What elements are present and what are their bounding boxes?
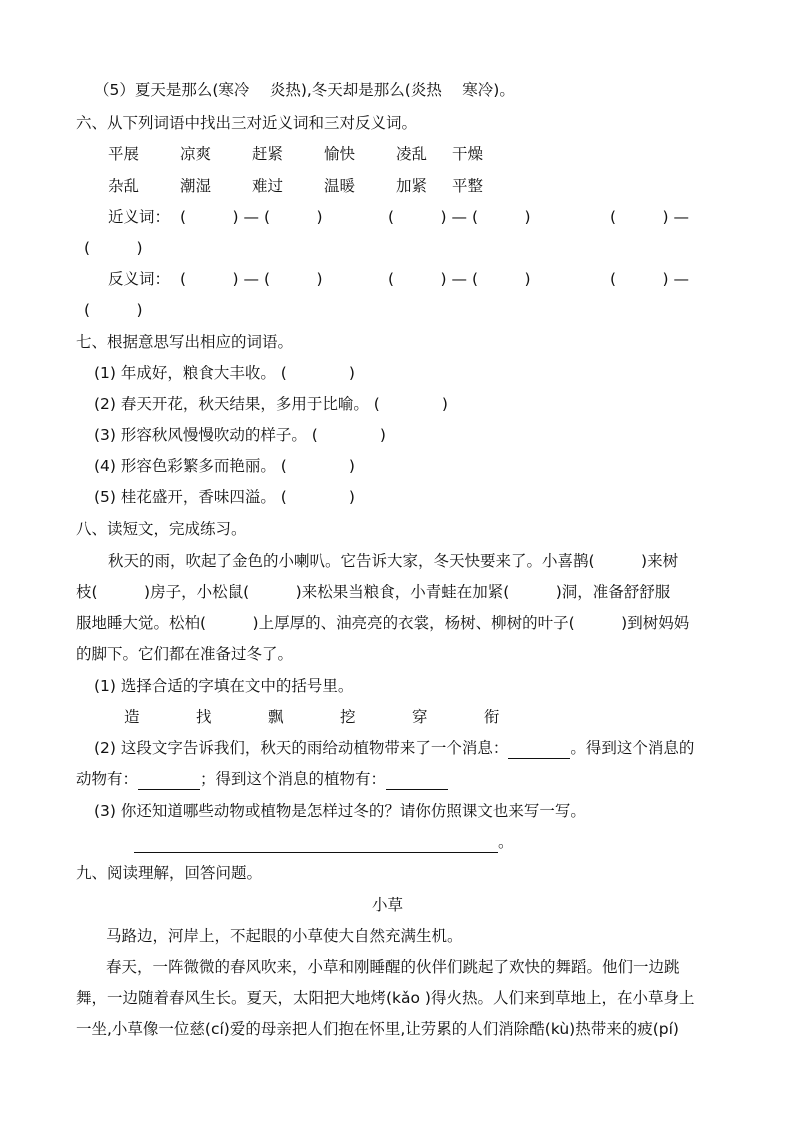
antonym-label: 反义词： bbox=[108, 270, 171, 288]
char-option: 衔 bbox=[484, 708, 500, 726]
passage-line-3: 服地睡大觉。松柏( )上厚厚的、油亮亮的衣裳，杨树、柳树的叶子( )到树妈妈 bbox=[76, 614, 690, 632]
sec7-item-2: (2) 春天开花，秋天结果，多用于比喻。 ( ) bbox=[94, 395, 448, 413]
answer-blank[interactable] bbox=[508, 738, 570, 759]
synonym-label: 近义词： bbox=[108, 208, 171, 226]
word: 加紧 bbox=[396, 177, 428, 195]
animals-blank[interactable] bbox=[138, 769, 200, 790]
synonym-pair-2[interactable]: ( ) — ( ) bbox=[388, 208, 531, 226]
word: 杂乱 bbox=[108, 177, 140, 195]
passage-line-2: 枝( )房子，小松鼠( )来松果当粮食，小青蛙在加紧( )洞，准备舒舒服 bbox=[76, 583, 671, 601]
word: 平整 bbox=[452, 177, 484, 195]
char-option: 找 bbox=[196, 708, 212, 726]
word: 赶紧 bbox=[252, 145, 284, 163]
story-line-1: 春天，一阵微微的春风吹来，小草和刚睡醒的伙伴们跳起了欢快的舞蹈。他们一边跳 bbox=[106, 958, 680, 976]
synonym-pair-3-end[interactable]: ( ) bbox=[84, 239, 143, 257]
sec7-item-3: (3) 形容秋风慢慢吹动的样子。 ( ) bbox=[94, 426, 386, 444]
story-title: 小草 bbox=[372, 896, 404, 914]
word: 平展 bbox=[108, 145, 140, 163]
section-6-title: 六、从下列词语中找出三对近义词和三对反义词。 bbox=[76, 114, 418, 132]
story-para-1: 马路边，河岸上，不起眼的小草使大自然充满生机。 bbox=[106, 927, 463, 945]
word: 潮湿 bbox=[180, 177, 212, 195]
q3-answer-line bbox=[134, 832, 514, 853]
word: 难过 bbox=[252, 177, 284, 195]
sec8-question-2-cont bbox=[76, 769, 448, 790]
long-answer-blank[interactable] bbox=[134, 832, 498, 853]
char-option: 穿 bbox=[412, 708, 428, 726]
antonym-pair-2[interactable]: ( ) — ( ) bbox=[388, 270, 531, 288]
q2-text-b: 。得到这个消息的 bbox=[570, 739, 695, 757]
synonym-pair-3-start[interactable]: ( ) — bbox=[610, 208, 690, 226]
plants-blank[interactable] bbox=[386, 769, 448, 790]
q2-animals-label: 动物有： bbox=[76, 770, 139, 788]
antonym-pair-1[interactable]: ( ) — ( ) bbox=[180, 270, 323, 288]
story-line-2: 舞，一边随着春风生长。夏天，太阳把大地烤(kǎo )得火热。人们来到草地上，在小草身上 bbox=[76, 989, 695, 1007]
sec8-question-3: (3) 你还知道哪些动物或植物是怎样过冬的？请你仿照课文也来写一写。 bbox=[94, 802, 586, 820]
word: 温暖 bbox=[324, 177, 356, 195]
q2-plants-label: ；得到这个消息的植物有： bbox=[200, 770, 387, 788]
char-option: 造 bbox=[124, 708, 140, 726]
char-option: 飘 bbox=[268, 708, 284, 726]
section-7-title: 七、根据意思写出相应的词语。 bbox=[76, 333, 294, 351]
sec7-item-1: (1) 年成好，粮食大丰收。 ( ) bbox=[94, 364, 355, 382]
section-8-title: 八、读短文，完成练习。 bbox=[76, 520, 247, 538]
sec8-question-2 bbox=[94, 738, 694, 759]
passage-line-1: 秋天的雨，吹起了金色的小喇叭。它告诉大家，冬天快要来了。小喜鹊( )来树 bbox=[108, 552, 679, 570]
synonym-pair-1[interactable]: ( ) — ( ) bbox=[180, 208, 323, 226]
word: 凉爽 bbox=[180, 145, 212, 163]
question-item-5: （5）夏天是那么(寒冷 炎热),冬天却是那么(炎热 寒冷)。 bbox=[94, 81, 515, 99]
word: 愉快 bbox=[324, 145, 356, 163]
sec7-item-4: (4) 形容色彩繁多而艳丽。 ( ) bbox=[94, 457, 355, 475]
char-option: 挖 bbox=[340, 708, 356, 726]
story-line-3: 一坐,小草像一位慈(cí)爱的母亲把人们抱在怀里,让劳累的人们消除酷(kù)热带来的疲(pí) bbox=[76, 1020, 679, 1038]
section-9-title: 九、阅读理解，回答问题。 bbox=[76, 864, 263, 882]
word: 干燥 bbox=[452, 145, 484, 163]
antonym-pair-3-end[interactable]: ( ) bbox=[84, 301, 143, 319]
q3-end: 。 bbox=[498, 833, 514, 851]
q2-text-a: (2) 这段文字告诉我们，秋天的雨给动植物带来了一个消息： bbox=[94, 739, 509, 757]
sec8-question-1: (1) 选择合适的字填在文中的括号里。 bbox=[94, 677, 354, 695]
sec7-item-5: (5) 桂花盛开，香味四溢。 ( ) bbox=[94, 488, 355, 506]
antonym-pair-3-start[interactable]: ( ) — bbox=[610, 270, 690, 288]
passage-line-4: 的脚下。它们都在准备过冬了。 bbox=[76, 645, 294, 663]
word: 凌乱 bbox=[396, 145, 428, 163]
